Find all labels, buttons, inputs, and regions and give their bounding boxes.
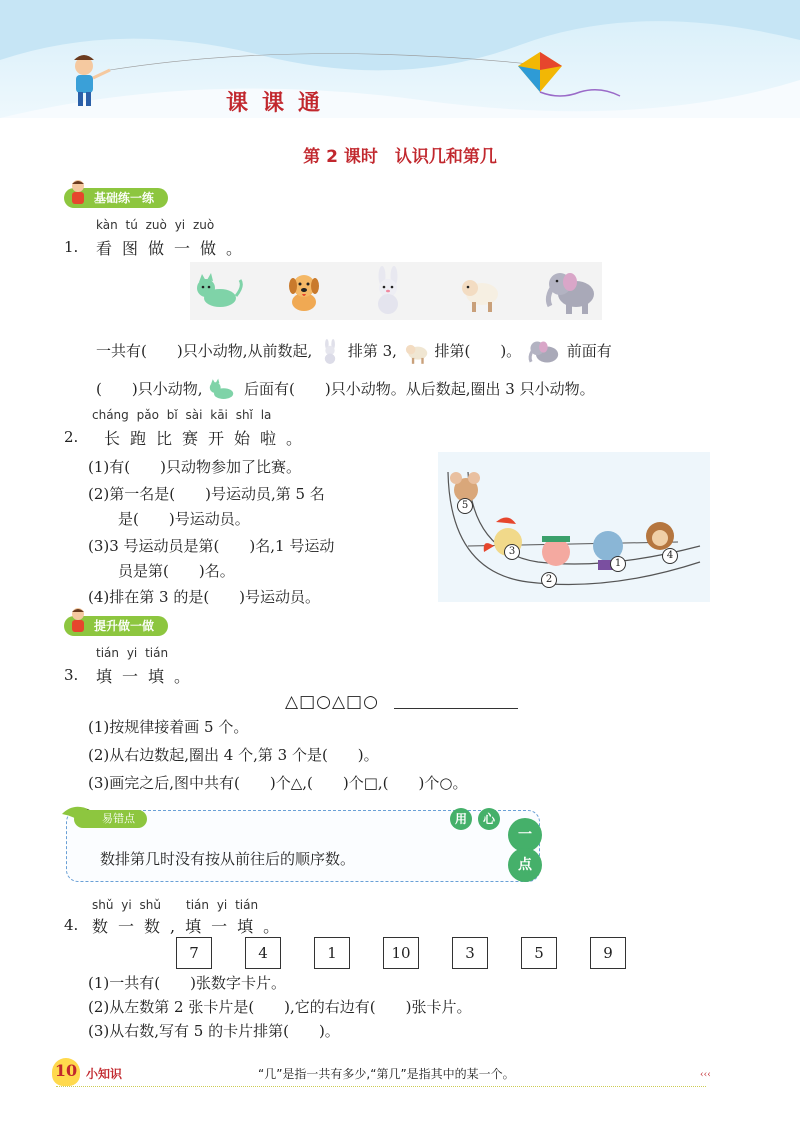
q1-line1-c: 排第( )。 [434, 342, 522, 360]
q4-s3: (3)从右数,写有 5 的卡片排第( )。 [88, 1022, 340, 1040]
pig-runner [542, 536, 570, 566]
side-char-1: 用 [450, 808, 472, 830]
race-track [438, 452, 710, 602]
section-tag-basic [64, 188, 168, 208]
q4-s2: (2)从左数第 2 张卡片是( ),它的右边有( )张卡片。 [88, 998, 472, 1016]
series-title: 课课通 [226, 91, 335, 116]
q1-line1-b: 排第 3, [347, 342, 397, 360]
q1-number: 1. [64, 238, 79, 256]
footer-divider [56, 1086, 706, 1087]
q1-line1-d: 前面有 [566, 342, 612, 360]
kite-boy-icon [74, 55, 110, 106]
animal-row [190, 262, 602, 320]
rabbit-icon [368, 266, 408, 316]
tip-label: 小知识 [86, 1067, 123, 1081]
number-card: 7 [176, 937, 212, 969]
runner-number-5: 5 [457, 498, 473, 514]
cat-icon [194, 272, 244, 312]
number-card: 5 [521, 937, 557, 969]
runner-number-3: 3 [504, 544, 520, 560]
q2-s3b: 员是第( )名。 [118, 562, 235, 580]
q4-pinyin-b: tián yi tián [186, 898, 259, 912]
sheep-icon [456, 270, 502, 314]
section-tag-advanced [64, 616, 168, 636]
q4-s1: (1)一共有( )张数字卡片。 [88, 974, 286, 992]
q3-number: 3. [64, 666, 79, 684]
footer-arrows: ‹‹‹ [700, 1070, 711, 1080]
rabbit-icon [317, 339, 343, 365]
q3-title: 填一填。 [96, 667, 201, 686]
side-char-3: 一 [508, 818, 542, 852]
monkey-runner [646, 522, 674, 550]
mistake-tag: 易错点 [74, 810, 147, 828]
q2-s2b: 是( )号运动员。 [118, 510, 250, 528]
q3-s2: (2)从右边数起,圈出 4 个,第 3 个是( )。 [88, 746, 379, 764]
section-basic-label: 基础练一练 [94, 191, 155, 205]
mistake-text: 数排第几时没有按从前往后的顺序数。 [100, 850, 356, 868]
q3-pinyin: tián yi tián [96, 646, 169, 660]
q1-line2-b: 后面有( )只小动物。从后数起,圈出 3 只小动物。 [244, 380, 595, 398]
q2-s1: (1)有( )只动物参加了比赛。 [88, 458, 301, 476]
runner-number-2: 2 [541, 572, 557, 588]
kid-icon [66, 606, 90, 634]
q1-line1 [96, 336, 612, 368]
race-illustration [438, 452, 710, 602]
sheep-icon [402, 339, 430, 365]
q2-s2a: (2)第一名是( )号运动员,第 5 名 [88, 485, 325, 503]
kid-icon [66, 178, 90, 206]
q1-line1-a: 一共有( )只小动物,从前数起, [96, 342, 313, 360]
number-card: 4 [245, 937, 281, 969]
shape-sequence: △□○△□○ [285, 692, 379, 712]
tip-text: “几”是指一共有多少,“第几”是指其中的某一个。 [258, 1067, 515, 1081]
runner-number-4: 4 [662, 548, 678, 564]
q4-pinyin-a: shǔ yi shǔ [92, 898, 161, 912]
side-char-2: 心 [478, 808, 500, 830]
q2-s3a: (3)3 号运动员是第( )名,1 号运动 [88, 537, 335, 555]
q4-number: 4. [64, 916, 79, 934]
q2-s4: (4)排在第 3 的是( )号运动员。 [88, 588, 321, 606]
side-char-4: 点 [508, 848, 542, 882]
q3-s1: (1)按规律接着画 5 个。 [88, 718, 249, 736]
number-card: 1 [314, 937, 350, 969]
page-number: 10 [52, 1058, 80, 1086]
runner-number-1: 1 [610, 556, 626, 572]
header-banner [0, 0, 800, 118]
q1-line2 [96, 378, 595, 402]
header-art [0, 0, 800, 118]
q2-number: 2. [64, 428, 79, 446]
q3-s3: (3)画完之后,图中共有( )个△,( )个□,( )个○。 [88, 774, 468, 792]
section-advanced-label: 提升做一做 [94, 619, 155, 633]
q4-title: 数一数,填一填。 [92, 917, 290, 936]
elephant-icon [544, 264, 598, 316]
q1-line2-a: ( )只小动物, [96, 380, 203, 398]
q1-title: 看图做一做。 [96, 239, 253, 258]
lesson-title: 第 2 课时 认识几和第几 [303, 147, 497, 167]
number-card: 10 [383, 937, 419, 969]
kite-icon [518, 52, 620, 96]
elephant-icon [526, 336, 562, 368]
q2-pinyin: cháng pǎo bǐ sài kāi shǐ la [92, 408, 272, 422]
q1-pinyin: kàn tú zuò yi zuò [96, 218, 215, 232]
cat-icon [207, 378, 239, 402]
number-card: 3 [452, 937, 488, 969]
q2-title: 长跑比赛开始啦。 [104, 429, 313, 448]
number-card: 9 [590, 937, 626, 969]
shape-answer-line[interactable] [394, 708, 518, 709]
dog-icon [282, 270, 326, 314]
